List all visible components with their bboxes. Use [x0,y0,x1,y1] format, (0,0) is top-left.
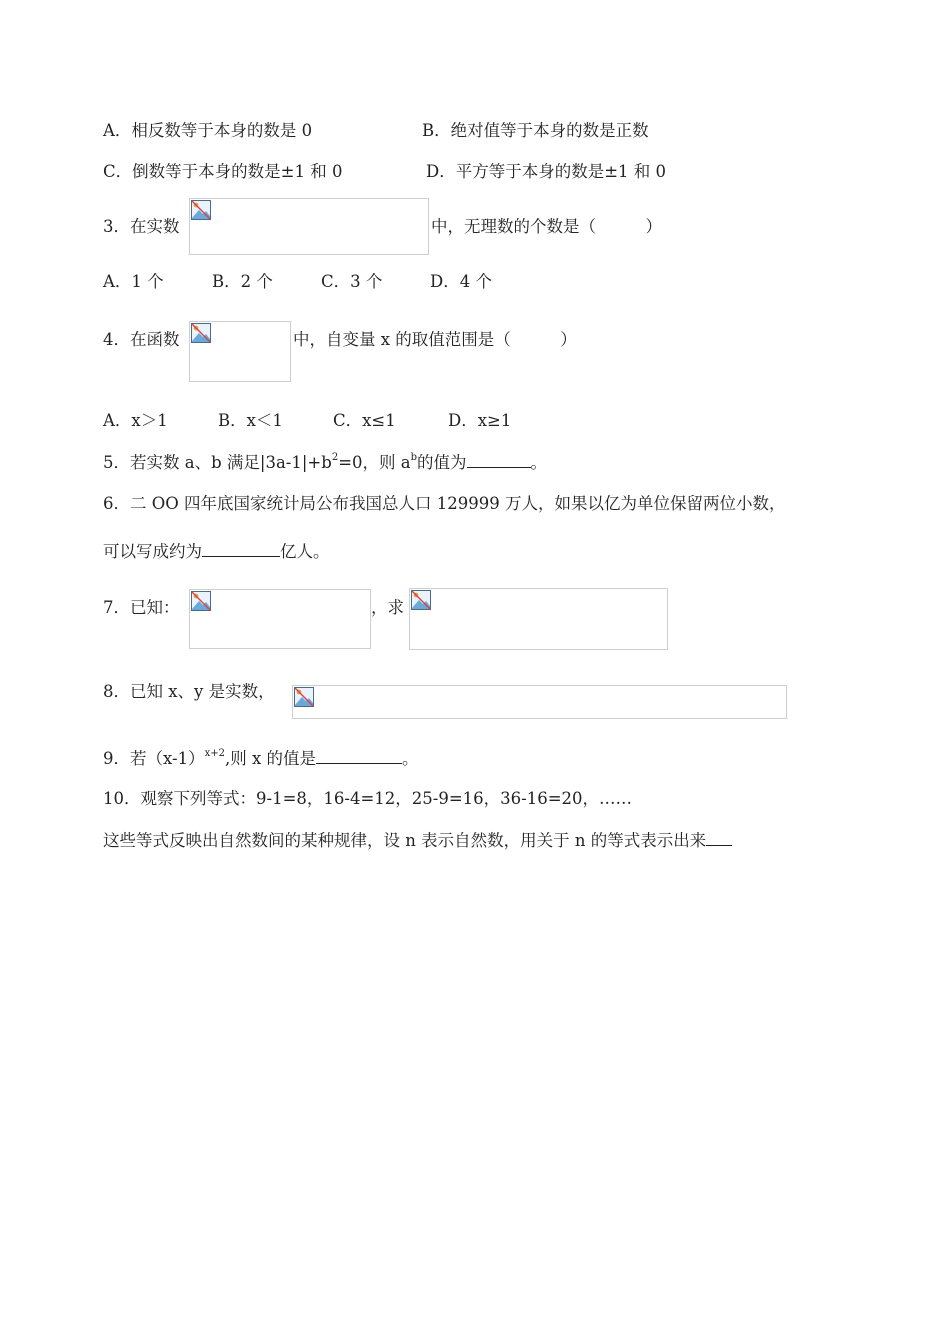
broken-image-icon [294,687,314,707]
q6-line1: 6．二 OO 四年底国家统计局公布我国总人口 129999 万人，如果以亿为单位保留两位小数， [103,494,786,513]
q4-option-b: B．x＜1 [218,411,283,430]
broken-image-icon [191,591,211,611]
q7-given-image [189,589,371,649]
q4-prefix: 4．在函数 [103,330,180,349]
q10-line2: 这些等式反映出自然数间的某种规律，设 n 表示自然数，用关于 n 的等式表示出来 [103,829,732,852]
q3-suffix: 中，无理数的个数是（ ） [431,217,662,236]
q4-option-c: C．x≤1 [333,411,396,430]
option-c: C．倒数等于本身的数是±1 和 0 [103,162,343,181]
q4-suffix: 中，自变量 x 的取值范围是（ ） [293,330,577,349]
q3-option-b: B．2 个 [212,272,273,291]
option-a: A．相反数等于本身的数是 0 [103,121,313,140]
broken-image-icon [411,590,431,610]
q3-option-c: C．3 个 [321,272,383,291]
q4-option-d: D．x≥1 [448,411,512,430]
option-b: B．绝对值等于本身的数是正数 [422,121,649,140]
q3-formula-image [189,198,429,255]
q3-option-d: D．4 个 [430,272,492,291]
q4-formula-image [189,321,291,382]
q7-middle: ，求 [371,598,404,617]
q9-text: 9．若$(x-1)^{x+2}$,则 x 的值是 。 [103,747,419,768]
q5-answer-blank [467,451,531,468]
q10-answer-blank [706,829,732,846]
broken-image-icon [191,323,211,343]
q8-formula-image [292,685,787,719]
q8-prefix: 8．已知 x、y 是实数， [103,682,275,701]
q10-line1: 10．观察下列等式：9-1=8，16-4=12，25-9=16，36-16=20，…… [103,789,633,808]
q3-prefix: 3．在实数 [103,217,180,236]
q9-answer-blank [316,747,402,764]
option-d: D．平方等于本身的数是±1 和 0 [426,162,667,181]
q4-option-a: A．x＞1 [103,411,168,430]
q7-prefix: 7．已知： [103,598,180,617]
q6-answer-blank [202,540,280,557]
q5-text: 5．若实数 a、b 满足$|3a-1|+b^2=0$，则 $a^b$的值为 。 [103,451,547,472]
q6-line2: 可以写成约为 亿人。 [103,542,330,561]
broken-image-icon [191,200,211,220]
q3-option-a: A．1 个 [103,272,164,291]
q7-find-image [409,588,668,650]
